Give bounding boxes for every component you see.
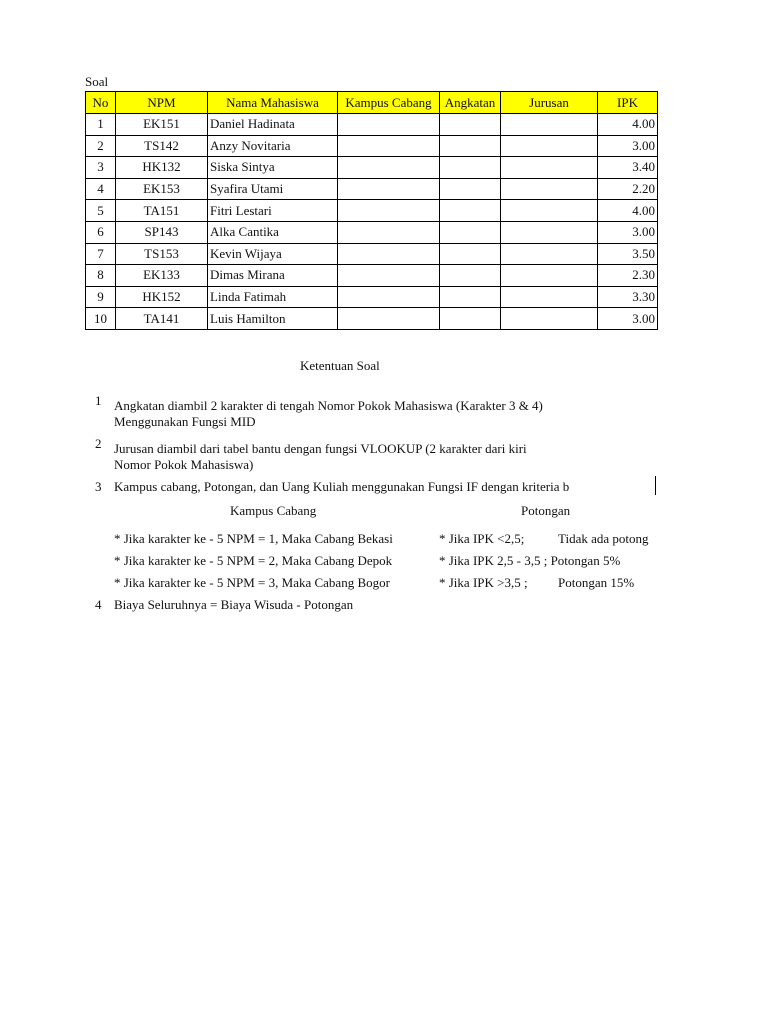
- potongan-condition: * Jika IPK <2,5;: [439, 531, 525, 546]
- cell-ipk[interactable]: 3.30: [598, 286, 658, 308]
- cell-angkatan[interactable]: [440, 265, 501, 287]
- header-npm[interactable]: NPM: [116, 92, 208, 114]
- rule-number: 4: [95, 597, 102, 612]
- table-row: [86, 221, 658, 243]
- cell-ipk[interactable]: 3.00: [598, 308, 658, 330]
- cell-npm[interactable]: EK151: [116, 114, 208, 136]
- cell-no[interactable]: 9: [86, 286, 116, 308]
- header-angkatan[interactable]: Angkatan: [440, 92, 501, 114]
- header-kampus[interactable]: Kampus Cabang: [338, 92, 440, 114]
- cell-nama[interactable]: Dimas Mirana: [208, 265, 338, 287]
- cell-npm[interactable]: EK153: [116, 178, 208, 200]
- potongan-condition: * Jika IPK >3,5 ;: [439, 575, 528, 590]
- table-row: [86, 114, 658, 136]
- cell-npm[interactable]: TS153: [116, 243, 208, 265]
- table-row: [86, 135, 658, 157]
- rule-text: Jurusan diambil dari tabel bantu dengan fungsi VLOOKUP (2 karakter dari kiri: [114, 441, 527, 456]
- kampus-cabang-header: Kampus Cabang: [230, 503, 317, 518]
- cell-npm[interactable]: HK132: [116, 157, 208, 179]
- cell-kampus[interactable]: [338, 308, 440, 330]
- header-nama[interactable]: Nama Mahasiswa: [208, 92, 338, 114]
- rule-number: 2: [95, 436, 102, 451]
- cell-kampus[interactable]: [338, 221, 440, 243]
- cell-kampus[interactable]: [338, 265, 440, 287]
- cell-nama[interactable]: Linda Fatimah: [208, 286, 338, 308]
- cell-jurusan[interactable]: [501, 178, 598, 200]
- cell-ipk[interactable]: 3.00: [598, 135, 658, 157]
- cell-no[interactable]: 1: [86, 114, 116, 136]
- cell-kampus[interactable]: [338, 200, 440, 222]
- cell-nama[interactable]: Siska Sintya: [208, 157, 338, 179]
- text-cursor: [655, 476, 656, 495]
- table-row: [86, 178, 658, 200]
- cell-nama[interactable]: Alka Cantika: [208, 221, 338, 243]
- potongan-result: Potongan 15%: [558, 575, 635, 590]
- cell-nama[interactable]: Daniel Hadinata: [208, 114, 338, 136]
- kampus-rule: * Jika karakter ke - 5 NPM = 2, Maka Cabang Depok: [114, 553, 393, 568]
- potongan-header: Potongan: [521, 503, 571, 518]
- cell-ipk[interactable]: 3.50: [598, 243, 658, 265]
- cell-no[interactable]: 8: [86, 265, 116, 287]
- cell-ipk[interactable]: 4.00: [598, 200, 658, 222]
- cell-no[interactable]: 3: [86, 157, 116, 179]
- cell-jurusan[interactable]: [501, 200, 598, 222]
- cell-angkatan[interactable]: [440, 308, 501, 330]
- table-row: [86, 308, 658, 330]
- cell-angkatan[interactable]: [440, 135, 501, 157]
- kampus-rule: * Jika karakter ke - 5 NPM = 1, Maka Cabang Bekasi: [114, 531, 393, 546]
- rule-number: 3: [95, 479, 102, 494]
- cell-jurusan[interactable]: [501, 308, 598, 330]
- cell-kampus[interactable]: [338, 243, 440, 265]
- cell-npm[interactable]: TS142: [116, 135, 208, 157]
- table-row: [86, 157, 658, 179]
- cell-kampus[interactable]: [338, 135, 440, 157]
- cell-nama[interactable]: Luis Hamilton: [208, 308, 338, 330]
- table-row: [86, 243, 658, 265]
- student-table: [85, 91, 658, 330]
- rules-title: Ketentuan Soal: [300, 358, 380, 373]
- cell-no[interactable]: 2: [86, 135, 116, 157]
- cell-jurusan[interactable]: [501, 286, 598, 308]
- rule-text: Kampus cabang, Potongan, dan Uang Kuliah menggunakan Fungsi IF dengan kriteria b: [114, 479, 570, 494]
- cell-angkatan[interactable]: [440, 286, 501, 308]
- rule-text: Biaya Seluruhnya = Biaya Wisuda - Potongan: [114, 597, 354, 612]
- table-row: [86, 265, 658, 287]
- cell-angkatan[interactable]: [440, 178, 501, 200]
- cell-ipk[interactable]: 2.20: [598, 178, 658, 200]
- cell-ipk[interactable]: 3.40: [598, 157, 658, 179]
- cell-angkatan[interactable]: [440, 243, 501, 265]
- cell-kampus[interactable]: [338, 178, 440, 200]
- cell-nama[interactable]: Fitri Lestari: [208, 200, 338, 222]
- cell-jurusan[interactable]: [501, 221, 598, 243]
- cell-no[interactable]: 5: [86, 200, 116, 222]
- cell-kampus[interactable]: [338, 114, 440, 136]
- cell-no[interactable]: 4: [86, 178, 116, 200]
- cell-kampus[interactable]: [338, 157, 440, 179]
- table-row: [86, 286, 658, 308]
- cell-angkatan[interactable]: [440, 114, 501, 136]
- rule-text: Menggunakan Fungsi MID: [114, 414, 256, 429]
- section-title: Soal: [85, 74, 109, 89]
- table-header-row: [86, 92, 658, 114]
- cell-no[interactable]: 7: [86, 243, 116, 265]
- cell-ipk[interactable]: 3.00: [598, 221, 658, 243]
- cell-no[interactable]: 10: [86, 308, 116, 330]
- cell-jurusan[interactable]: [501, 135, 598, 157]
- rule-text: Nomor Pokok Mahasiswa): [114, 457, 254, 472]
- cell-nama[interactable]: Anzy Novitaria: [208, 135, 338, 157]
- cell-angkatan[interactable]: [440, 221, 501, 243]
- cell-npm[interactable]: TA141: [116, 308, 208, 330]
- cell-npm[interactable]: SP143: [116, 221, 208, 243]
- kampus-rule: * Jika karakter ke - 5 NPM = 3, Maka Cabang Bogor: [114, 575, 390, 590]
- table-row: [86, 200, 658, 222]
- header-jurusan[interactable]: Jurusan: [501, 92, 598, 114]
- cell-npm[interactable]: HK152: [116, 286, 208, 308]
- cell-jurusan[interactable]: [501, 114, 598, 136]
- header-no[interactable]: No: [86, 92, 116, 114]
- cell-nama[interactable]: Kevin Wijaya: [208, 243, 338, 265]
- cell-jurusan[interactable]: [501, 243, 598, 265]
- cell-ipk[interactable]: 2.30: [598, 265, 658, 287]
- cell-jurusan[interactable]: [501, 157, 598, 179]
- rule-text: Angkatan diambil 2 karakter di tengah Nomor Pokok Mahasiswa (Karakter 3 & 4): [114, 398, 543, 413]
- cell-npm[interactable]: EK133: [116, 265, 208, 287]
- cell-no[interactable]: 6: [86, 221, 116, 243]
- header-ipk[interactable]: IPK: [598, 92, 658, 114]
- cell-angkatan[interactable]: [440, 157, 501, 179]
- potongan-result: Tidak ada potong: [558, 531, 649, 546]
- cell-npm[interactable]: TA151: [116, 200, 208, 222]
- cell-jurusan[interactable]: [501, 265, 598, 287]
- potongan-condition: * Jika IPK 2,5 - 3,5 ; Potongan 5%: [439, 553, 621, 568]
- cell-kampus[interactable]: [338, 286, 440, 308]
- cell-angkatan[interactable]: [440, 200, 501, 222]
- rule-number: 1: [95, 393, 102, 408]
- cell-nama[interactable]: Syafira Utami: [208, 178, 338, 200]
- cell-ipk[interactable]: 4.00: [598, 114, 658, 136]
